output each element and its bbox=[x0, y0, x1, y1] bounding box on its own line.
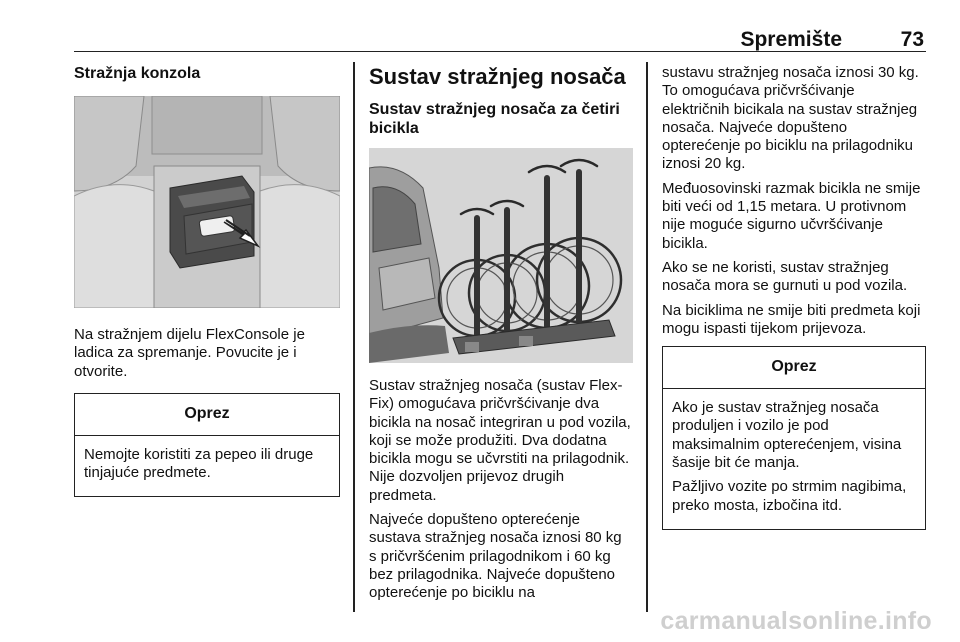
column-divider-right bbox=[646, 62, 648, 612]
caution-box-ashtray bbox=[74, 393, 340, 498]
rear-console-drawer-illustration bbox=[74, 96, 340, 308]
section-heading-rear-console: Stražnja konzola bbox=[74, 65, 201, 82]
loose-objects-note: Na biciklima ne smije biti predmeta koji mogu ispasti tijekom prijevoza. bbox=[662, 301, 921, 337]
caution-text: Nemojte koristiti za pepeo ili druge tinjajuće predmete. bbox=[84, 445, 314, 482]
column-1 bbox=[74, 64, 340, 497]
subheading-four-bike-carrier: Sustav stražnjeg nosača za četiri bicikla bbox=[369, 101, 620, 137]
rear-console-description: Na stražnjem dijelu FlexConsole je ladica za spremanje. Povucite je i otvorite. bbox=[74, 326, 305, 380]
carrier-storage-note: Ako se ne koristi, sustav stražnjeg nosača mora se gurnuti u pod vozila. bbox=[662, 258, 908, 295]
four-bike-carrier-illustration bbox=[369, 148, 633, 363]
column-3 bbox=[662, 64, 926, 530]
carrier-load-limits: Najveće dopušteno opterećenje sustava stražnjeg nosača iznosi 80 kg s pričvršćenim prilagodnikom i 60 kg bez prilagodnika. Najveće dopušteno opterećenje po biciklu na bbox=[369, 511, 622, 602]
caution-body bbox=[663, 389, 925, 529]
caution-title: Oprez bbox=[663, 347, 925, 389]
page-header bbox=[74, 22, 926, 52]
caution-text-driving: Pažljivo vozite po strmim nagibima, preko mosta, izbočina itd. bbox=[672, 478, 907, 514]
column-2 bbox=[369, 64, 633, 609]
caution-title: Oprez bbox=[75, 394, 339, 436]
column-divider-left bbox=[353, 62, 355, 612]
section-title: Spremište bbox=[740, 28, 842, 51]
watermark: carmanualsonline.info bbox=[660, 607, 932, 635]
page-number: 73 bbox=[900, 28, 924, 51]
section-heading-rear-carrier: Sustav stražnjeg nosača bbox=[369, 64, 626, 89]
carrier-description: Sustav stražnjeg nosača (sustav Flex-Fix) omogućava pričvršćivanje dva bicikla na nosač integriran u pod vozila, koji se može produžiti. Dva dodatna bicikla mogu se učvrstiti na prilagodnik. Nije dozvoljen prijevoz drugih predmeta. bbox=[369, 377, 631, 504]
carrier-load-continued: sustavu stražnjeg nosača iznosi 30 kg. To omogućava pričvršćivanje električnih bicikala na sustav stražnjeg nosača. Najveće dopušteno opterećenje po biciklu na prilagodniku iznosi 20 kg. bbox=[662, 64, 919, 173]
caution-box-ground-clearance bbox=[662, 346, 926, 530]
caution-text-clearance: Ako je sustav stražnjeg nosača produljen i vozilo je pod maksimalnim opterećenjem, visina šasije bit će manja. bbox=[672, 399, 902, 472]
caution-body bbox=[75, 436, 339, 497]
wheelbase-limit: Međuosovinski razmak bicikla ne smije biti veći od 1,15 metara. U protivnom nije moguće sigurno učvršćivanje bicikla. bbox=[662, 179, 921, 252]
